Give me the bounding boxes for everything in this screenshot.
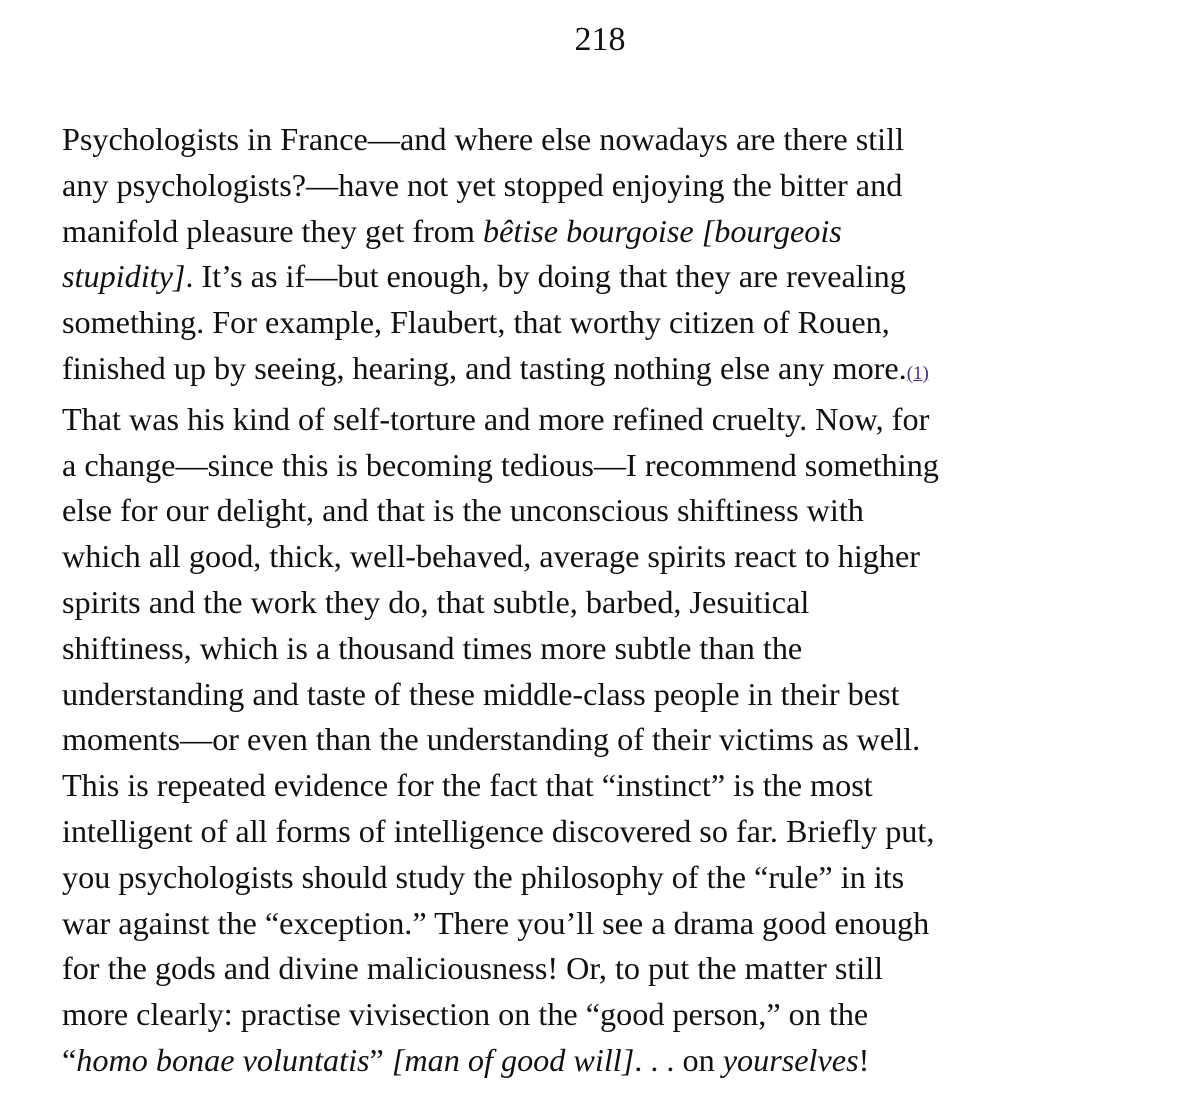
italic-phrase: yourselves bbox=[722, 1041, 859, 1078]
page-number: 218 bbox=[574, 21, 626, 58]
text-line: This is repeated evidence for the fact that “instinct” is the most bbox=[62, 767, 873, 804]
text-line: more clearly: practise vivisection on the “good person,” on the bbox=[62, 996, 869, 1033]
text-line: any psychologists?—have not yet stopped enjoying the bitter and bbox=[62, 166, 903, 203]
italic-phrase: bêtise bourgoise [bourgeois bbox=[482, 212, 842, 249]
footnote-link[interactable]: (1) bbox=[906, 362, 929, 384]
text-line: for the gods and divine maliciousness! Or, to put the matter still bbox=[62, 950, 884, 987]
text-segment: . . . on bbox=[634, 1041, 723, 1078]
text-line: a change—since this is becoming tedious—I recommend something bbox=[62, 446, 939, 483]
text-line: moments—or even than the understanding of their victims as well. bbox=[62, 721, 921, 758]
body-paragraph bbox=[62, 117, 1152, 1084]
text-line bbox=[62, 346, 1152, 397]
text-line: Psychologists in France—and where else nowadays are there still bbox=[62, 121, 905, 157]
text-line: you psychologists should study the philosophy of the “rule” in its bbox=[62, 858, 905, 895]
text-line bbox=[62, 1038, 1152, 1084]
text-segment: finished up by seeing, hearing, and tasting nothing else any more. bbox=[62, 349, 907, 386]
text-segment: ” bbox=[369, 1041, 392, 1078]
text-line: understanding and taste of these middle-class people in their best bbox=[62, 675, 900, 712]
italic-phrase: homo bonae voluntatis bbox=[76, 1041, 370, 1078]
text-segment: “ bbox=[62, 1041, 77, 1078]
italic-phrase: [man of good will] bbox=[391, 1041, 635, 1078]
text-line: spirits and the work they do, that subtle, barbed, Jesuitical bbox=[62, 583, 810, 620]
text-line: else for our delight, and that is the unconscious shiftiness with bbox=[62, 492, 864, 529]
text-segment: . It’s as if—but enough, by doing that they are revealing bbox=[185, 258, 906, 295]
text-line bbox=[62, 254, 1152, 300]
text-segment: ! bbox=[858, 1041, 870, 1078]
text-line: shiftiness, which is a thousand times more subtle than the bbox=[62, 629, 803, 666]
text-line: That was his kind of self-torture and more refined cruelty. Now, for bbox=[62, 400, 930, 437]
text-line bbox=[62, 209, 1152, 255]
text-line: war against the “exception.” There you’ll see a drama good enough bbox=[62, 904, 930, 941]
text-segment: manifold pleasure they get from bbox=[62, 212, 483, 249]
text-line: which all good, thick, well-behaved, average spirits react to higher bbox=[62, 538, 921, 575]
text-line: something. For example, Flaubert, that worthy citizen of Rouen, bbox=[62, 304, 890, 341]
italic-phrase: stupidity] bbox=[62, 258, 186, 295]
text-line: intelligent of all forms of intelligence discovered so far. Briefly put, bbox=[62, 812, 935, 849]
